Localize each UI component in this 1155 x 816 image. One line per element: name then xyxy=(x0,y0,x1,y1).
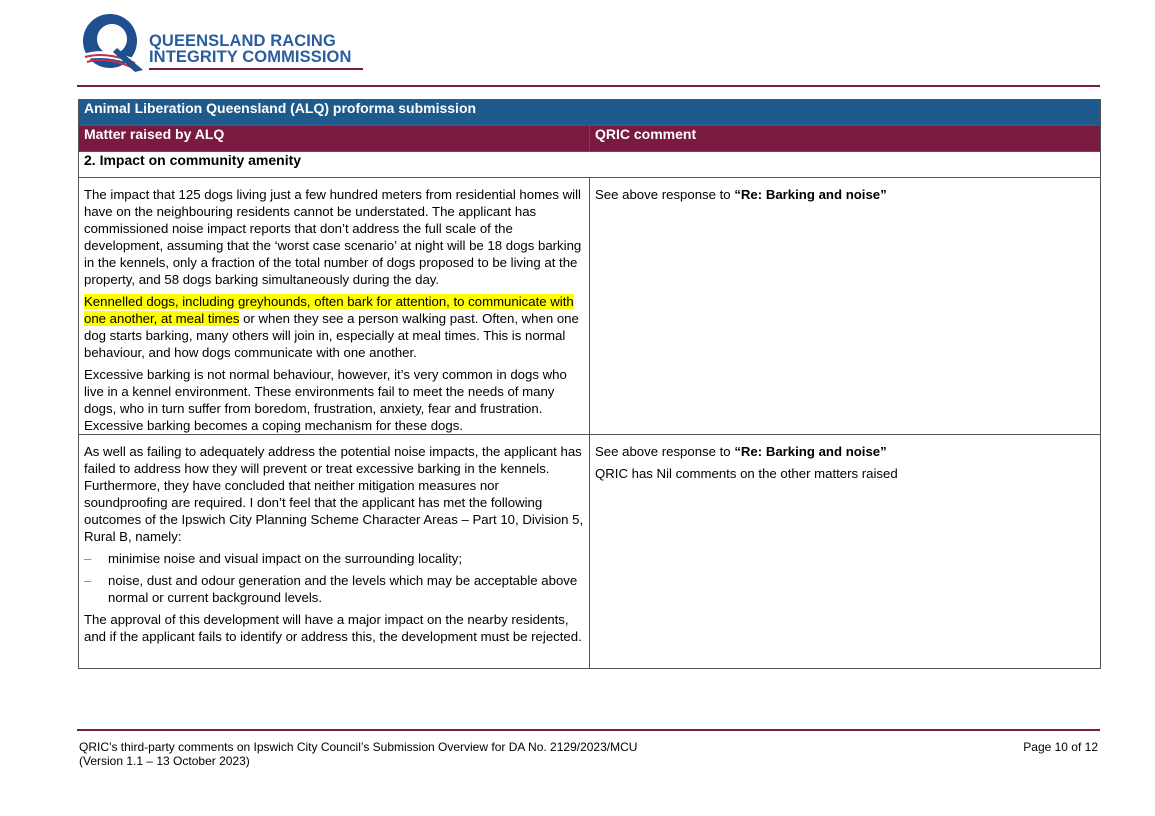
matter-cell xyxy=(79,435,590,669)
bullet-marker: – xyxy=(84,551,92,566)
comment-text: QRIC has Nil comments on the other matters raised xyxy=(595,466,898,481)
list-item xyxy=(84,572,584,606)
comment-text xyxy=(595,186,1095,203)
header-rule xyxy=(77,85,1100,87)
comment-text xyxy=(595,443,1095,460)
matter-cell xyxy=(79,178,590,435)
footer-line-1: QRIC’s third-party comments on Ipswich City Council’s Submission Overview for DA No. 2129/2023/MCU xyxy=(79,740,638,754)
list-item-text: noise, dust and odour generation and the levels which may be acceptable above normal or current background levels. xyxy=(108,573,578,605)
paragraph: The impact that 125 dogs living just a few hundred meters from residential homes will have on the neighbouring residents cannot be understated. The applicant has commissioned noise impact reports that don’t address the full scale of the development, assuming that the ‘worst case scenario’ at night will be 18 dogs barking in the kennels, only a fraction of the total number of dogs proposed to be living at the property, and 58 dogs barking simultaneously during the day. xyxy=(84,187,582,287)
table-row xyxy=(79,435,1101,669)
section-heading: 2. Impact on community amenity xyxy=(79,152,1101,178)
bullet-marker: – xyxy=(84,573,92,588)
qric-logo xyxy=(77,10,377,74)
table-title-row xyxy=(79,100,1101,126)
footer-rule xyxy=(77,729,1100,731)
comment-cell xyxy=(590,435,1101,669)
logo-line-2: INTEGRITY COMMISSION xyxy=(149,48,352,66)
table-row xyxy=(79,178,1101,435)
comment-cell xyxy=(590,178,1101,435)
paragraph-text: or when they see a person walking past. Often, when one dog starts barking, many others will join in, especially at meal times. This is normal behaviour, and how dogs communicate with one another. xyxy=(84,311,579,360)
footer-line-2: (Version 1.1 – 13 October 2023) xyxy=(79,754,250,768)
column-header-comment: QRIC comment xyxy=(590,126,1101,152)
page-number: Page 10 of 12 xyxy=(1023,740,1098,754)
logo-line-1: QUEENSLAND RACING xyxy=(149,32,336,50)
logo-wordmark xyxy=(149,33,351,65)
paragraph xyxy=(84,293,584,361)
paragraph: Excessive barking is not normal behaviour, however, it’s very common in dogs who live in a kennel environment. These environments fail to meet the needs of many dogs, who in turn suffer from boredom, frustration, anxiety, fear and frustration. Excessive barking becomes a coping mechanism for these dogs. xyxy=(84,367,567,433)
column-header-row xyxy=(79,126,1101,152)
section-heading-row xyxy=(79,152,1101,178)
highlighted-text: Kennelled dogs, including greyhounds, often bark for attention, to communicate with one another, at meal times xyxy=(84,294,574,326)
comment-reference: “Re: Barking and noise” xyxy=(734,187,887,202)
comment-reference: “Re: Barking and noise” xyxy=(734,444,887,459)
submission-table xyxy=(78,99,1101,669)
table-title: Animal Liberation Queensland (ALQ) proforma submission xyxy=(79,100,1101,126)
qric-emblem-icon xyxy=(77,10,149,74)
comment-prefix: See above response to xyxy=(595,444,735,459)
logo-underline xyxy=(149,68,363,70)
paragraph: The approval of this development will have a major impact on the nearby residents, and if the applicant fails to identify or address this, the development must be rejected. xyxy=(84,612,582,644)
comment-prefix: See above response to xyxy=(595,187,735,202)
list-item xyxy=(84,550,584,567)
list-item-text: minimise noise and visual impact on the surrounding locality; xyxy=(108,551,463,566)
footer-text xyxy=(79,740,637,768)
column-header-matter: Matter raised by ALQ xyxy=(79,126,590,152)
paragraph: As well as failing to adequately address the potential noise impacts, the applicant has failed to address how they will prevent or treat excessive barking in the kennels. Furthermore, they have concluded that neither mitigation measures nor soundproofing are required. I don’t feel that the applicant has met the following outcomes of the Ipswich City Planning Scheme Character Areas – Part 10, Division 5, Rural B, namely: xyxy=(84,444,584,544)
